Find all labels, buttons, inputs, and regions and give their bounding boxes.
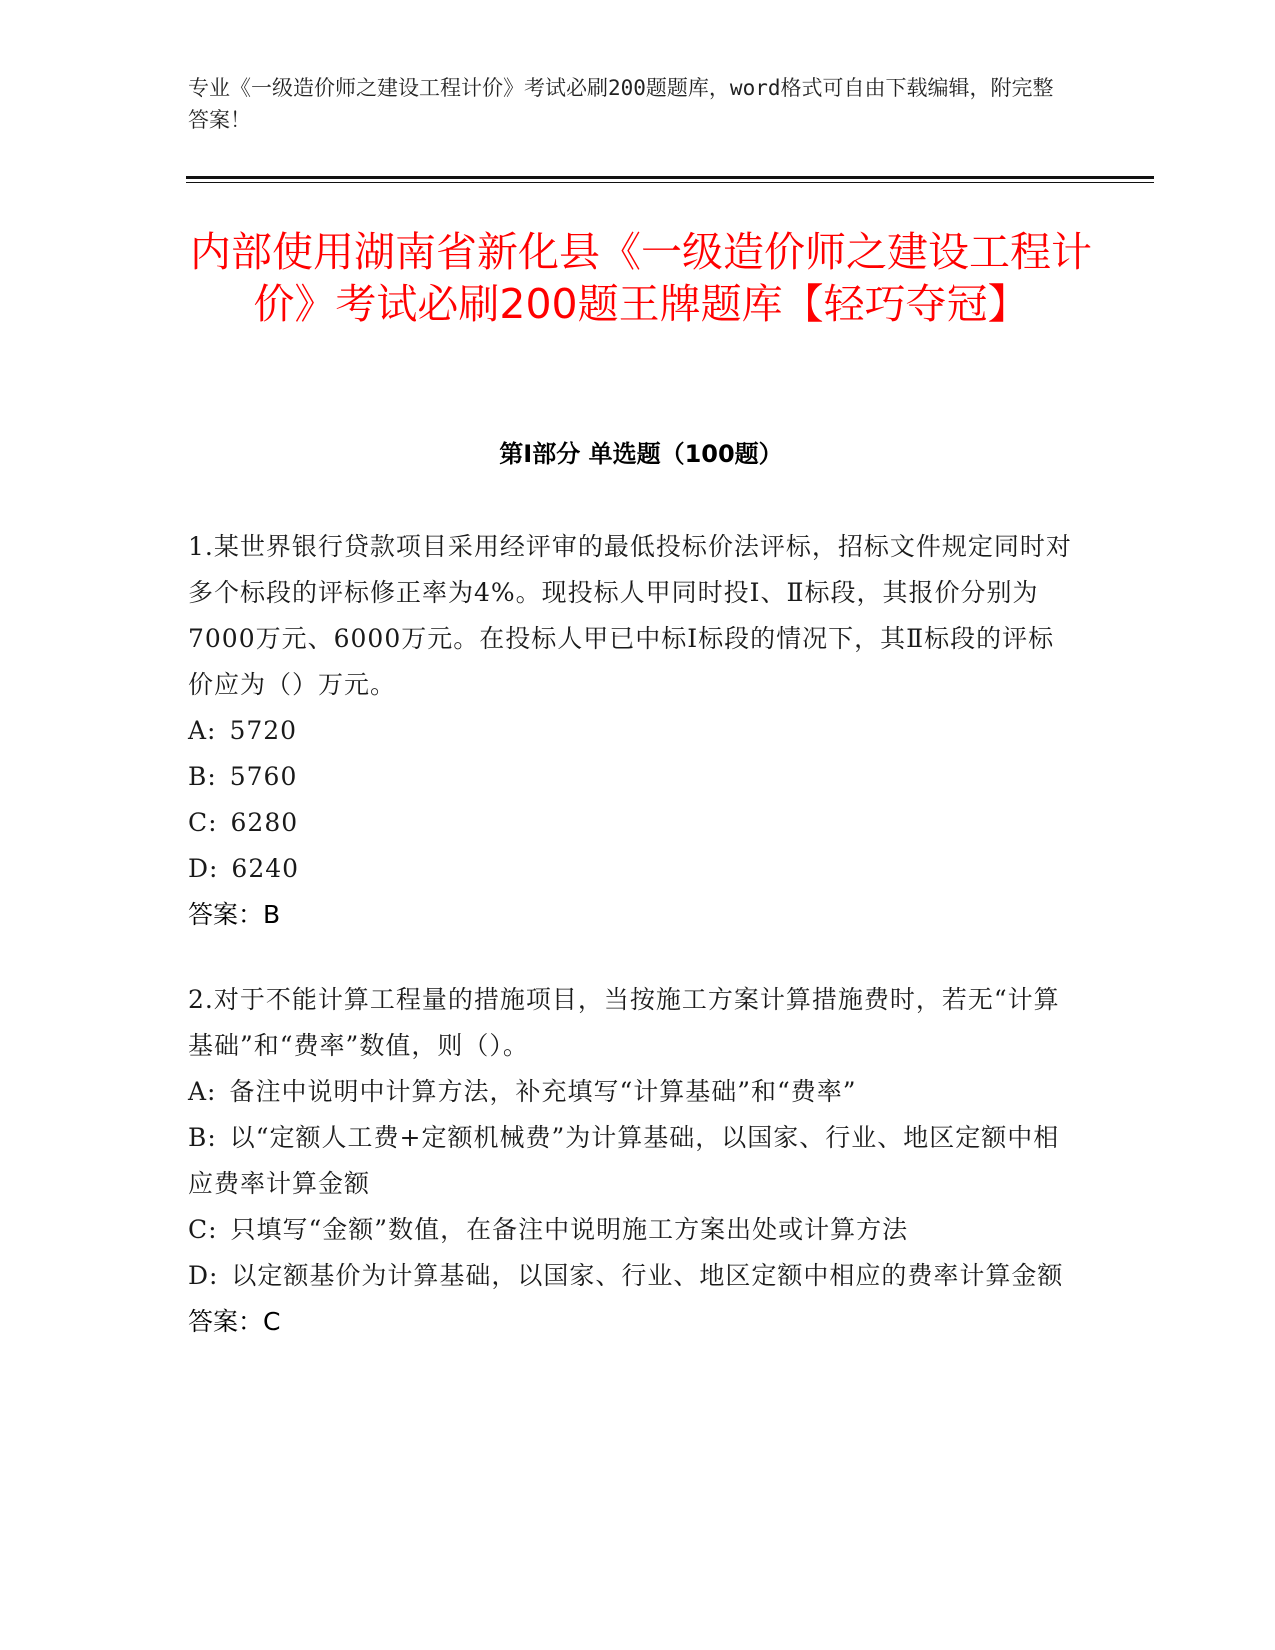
option-text: 5720	[229, 716, 298, 745]
option-c	[188, 800, 1078, 846]
option-d	[188, 1253, 1078, 1299]
option-b	[188, 754, 1078, 800]
option-key: A:	[188, 1077, 217, 1106]
option-text: 以“定额人工费+定额机械费”为计算基础，以国家、行业、地区定额中相应费率计算金额	[188, 1123, 1060, 1198]
option-a	[188, 1069, 1078, 1115]
option-text: 备注中说明中计算方法，补充填写“计算基础”和“费率”	[229, 1077, 857, 1106]
option-key: D:	[188, 854, 219, 883]
answer-line: 答案：C	[188, 1307, 281, 1336]
option-key: B:	[188, 762, 217, 791]
question-1	[188, 524, 1078, 938]
option-key: B:	[188, 1123, 217, 1152]
option-text: 只填写“金额”数值，在备注中说明施工方案出处或计算方法	[230, 1215, 909, 1244]
option-key: A:	[188, 716, 217, 745]
section-heading: 第I部分 单选题（100题）	[499, 440, 783, 468]
question-stem: 2.对于不能计算工程量的措施项目，当按施工方案计算措施费时，若无“计算基础”和“费率”数值，则（）。	[188, 985, 1060, 1060]
document-title: 内部使用湖南省新化县《一级造价师之建设工程计价》考试必刷200题王牌题库【轻巧夺冠】	[190, 228, 1092, 328]
option-key: C:	[188, 808, 218, 837]
question-2	[188, 977, 1078, 1345]
option-text: 5760	[229, 762, 298, 791]
option-d	[188, 846, 1078, 892]
option-a	[188, 708, 1078, 754]
header-note: 专业《一级造价师之建设工程计价》考试必刷200题题库，word格式可自由下载编辑，附完整答案！	[188, 76, 1054, 132]
option-key: C:	[188, 1215, 218, 1244]
option-c	[188, 1207, 1078, 1253]
option-b	[188, 1115, 1078, 1207]
option-text: 6240	[231, 854, 300, 883]
option-key: D:	[188, 1261, 219, 1290]
header-divider-thin	[186, 182, 1154, 183]
header-divider-thick	[186, 176, 1154, 179]
option-text: 以定额基价为计算基础，以国家、行业、地区定额中相应的费率计算金额	[231, 1261, 1064, 1290]
option-text: 6280	[230, 808, 299, 837]
question-stem: 1.某世界银行贷款项目采用经评审的最低投标价法评标，招标文件规定同时对多个标段的评标修正率为4%。现投标人甲同时投Ⅰ、Ⅱ标段，其报价分别为7000万元、6000万元。在投标人甲已中标Ⅰ标段的情况下，其Ⅱ标段的评标价应为（）万元。	[188, 532, 1072, 699]
answer-line: 答案：B	[188, 900, 281, 929]
